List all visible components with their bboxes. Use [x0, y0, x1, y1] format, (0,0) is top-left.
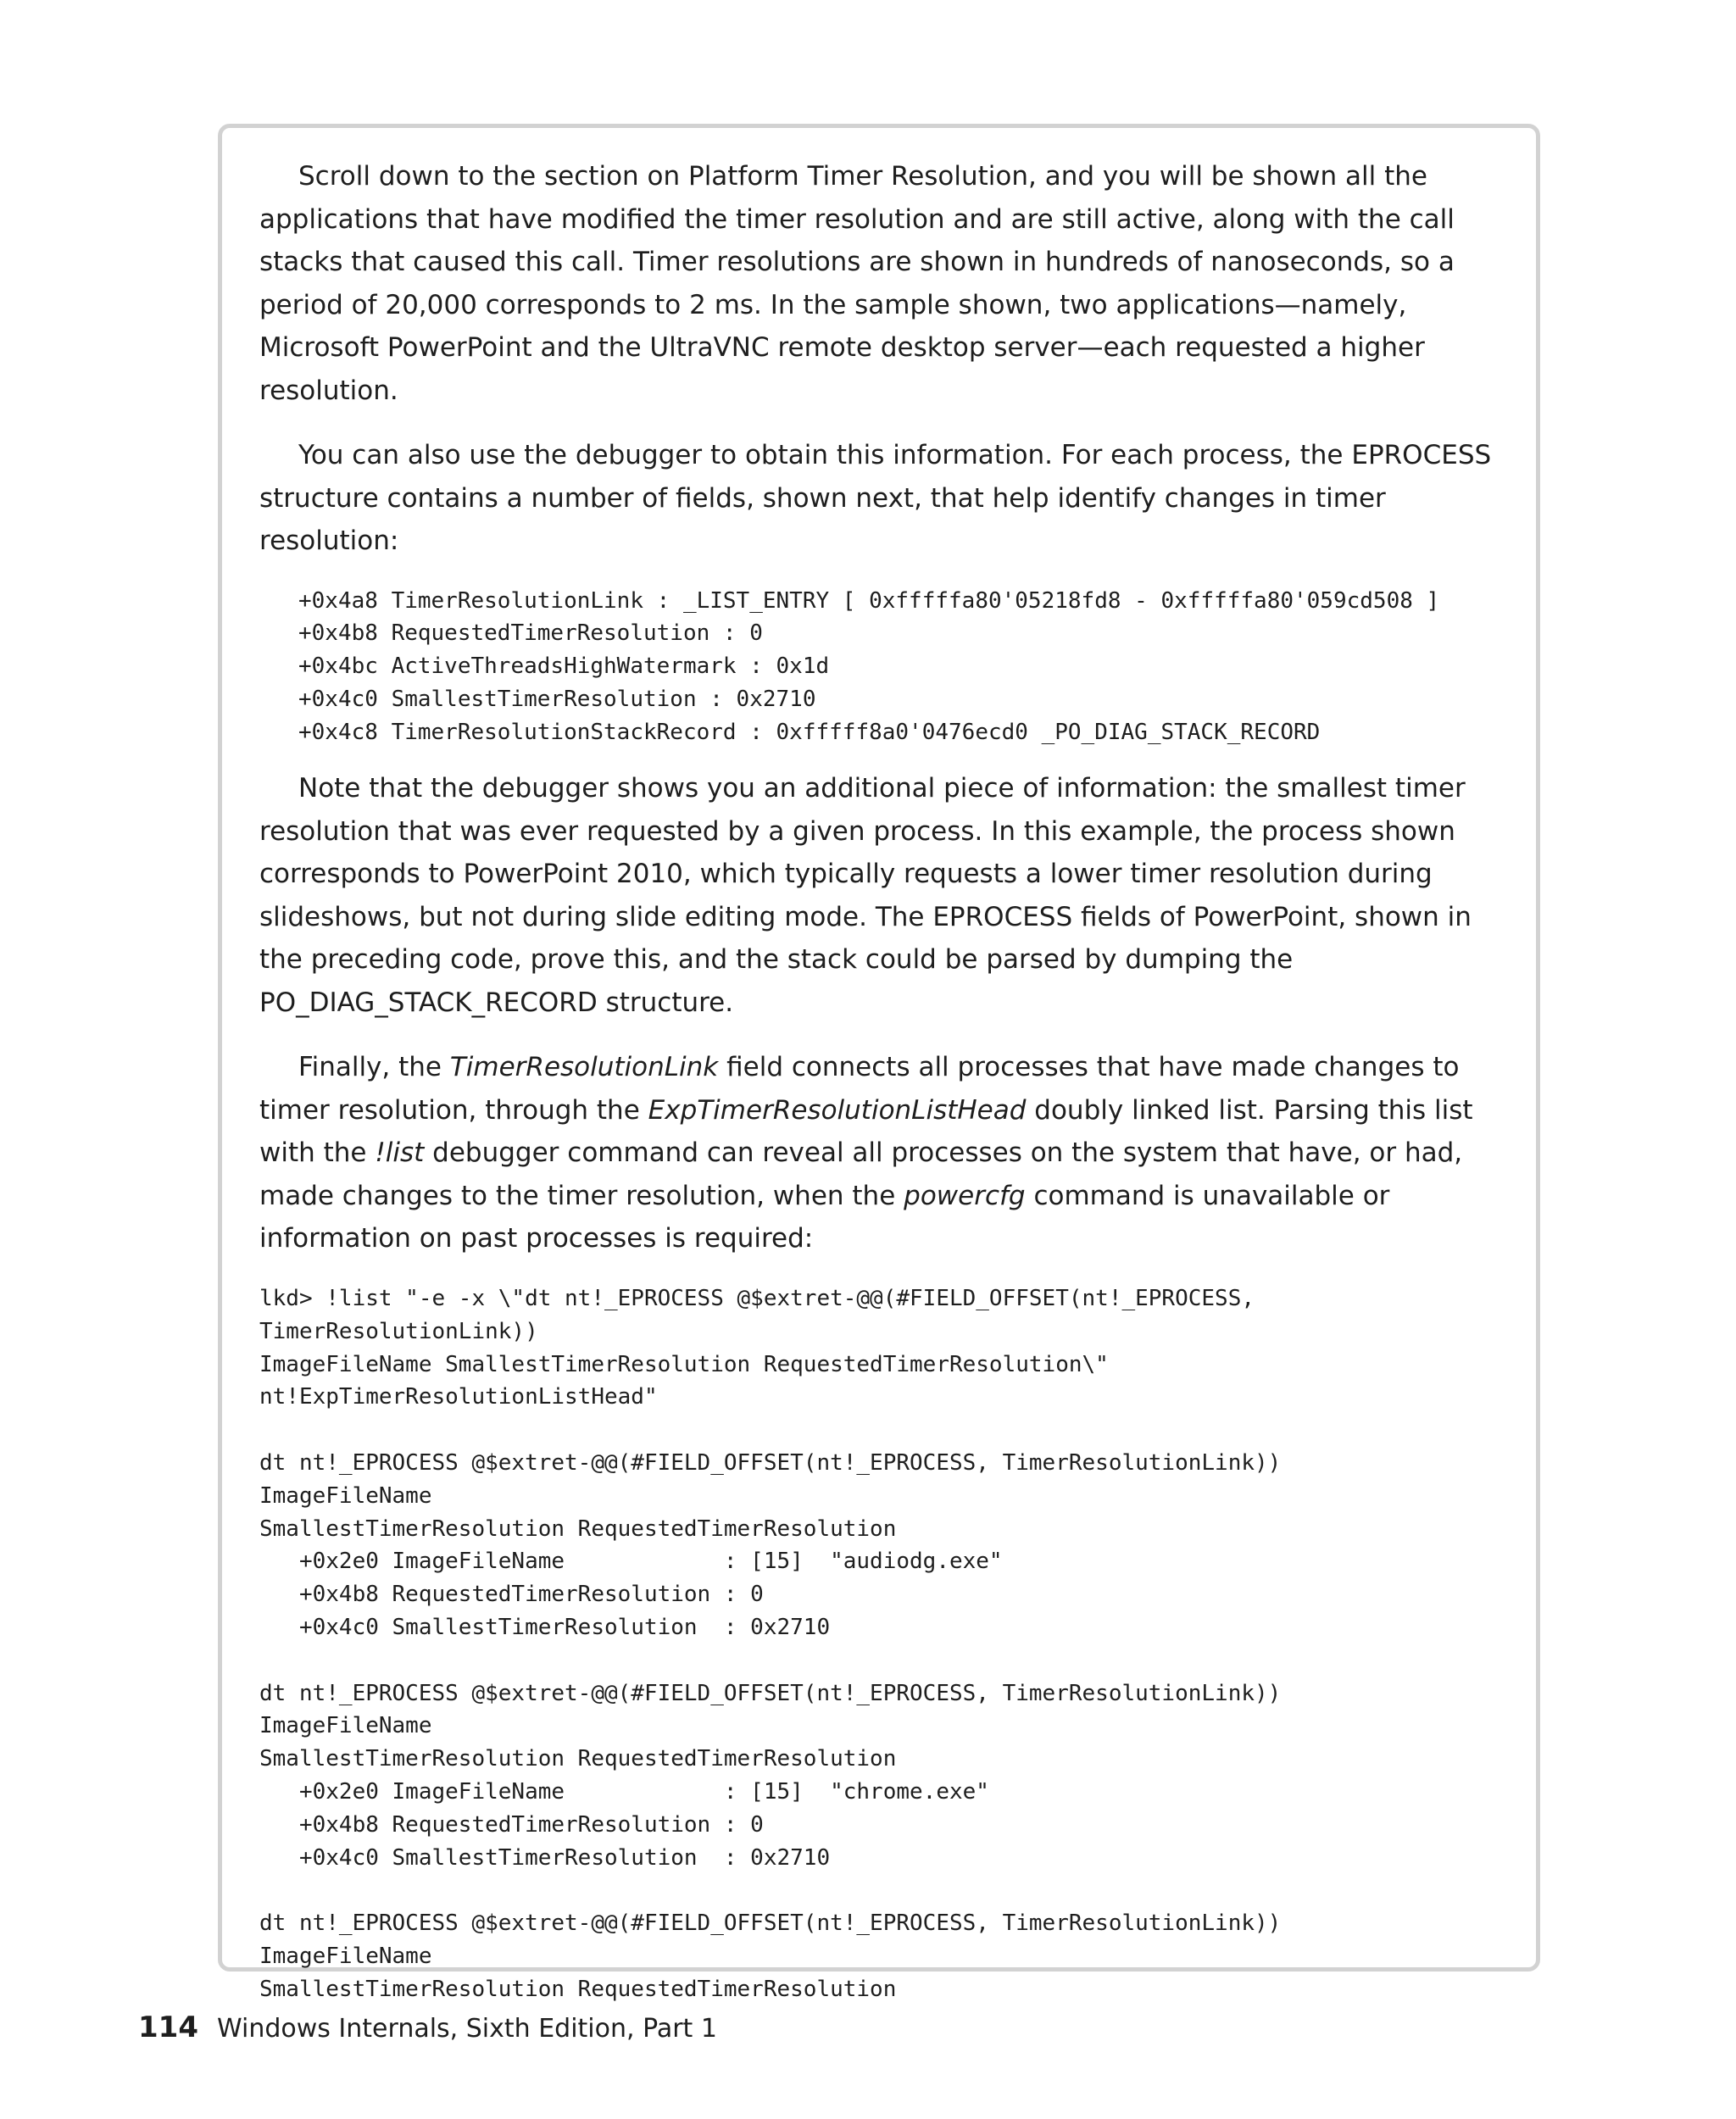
code-list-command-output: lkd> !list "-e -x \"dt nt!_EPROCESS @$extret-@@(#FIELD_OFFSET(nt!_EPROCESS, TimerResolutionLink)) ImageFileName SmallestTimerResolution RequestedTimerResolution\" nt!ExpTimerResolutionListHead" dt nt!_EPROCESS @$extret-@@(#FIELD_OFFSET(nt!_EPROCESS, TimerResolutionLink)) ImageFileName SmallestTimerResolution RequestedTimerResolution +0x2e0 ImageFileName : [15] "audiodg.exe" +0x4b8 RequestedTimerResolution : 0 +0x4c0 SmallestTimerResolution : 0x2710 dt nt!_EPROCESS @$extret-@@(#FIELD_OFFSET(nt!_EPROCESS, TimerResolutionLink)) ImageFileName SmallestTimerResolution RequestedTimerResolution +0x2e0 ImageFileName : [15] "chrome.exe" +0x4b8 RequestedTimerResolution : 0 +0x4c0 SmallestTimerResolution : 0x2710 dt nt!_EPROCESS @$extret-@@(#FIELD_OFFSET(nt!_EPROCESS, TimerResolutionLink)) ImageFileName SmallestTimerResolution RequestedTimerResolution — [259, 1285, 1282, 2002]
paragraph-platform-timer: Scroll down to the section on Platform Timer Resolution, and you will be shown all the applications that have modified the timer resolution and are still active, along with the call stacks that caused this call. Timer resolutions are shown in hundreds of nanoseconds, so a period of 20,000 corresponds to 2 ms. In the sample shown, two applications—namely, Microsoft PowerPoint and the UltraVNC remote desktop server—each requested a higher resolution. — [259, 161, 1455, 406]
page-footer — [138, 2011, 717, 2053]
paragraph-smallest-timer: Note that the debugger shows you an additional piece of information: the smallest timer resolution that was ever requested by a given process. In this example, the process shown corresponds to PowerPoint 2010, which typically requests a lower timer resolution during slideshows, but not during slide editing mode. The EPROCESS fields of PowerPoint, shown in the preceding code, prove this, and the stack could be parsed by dumping the PO_DIAG_STACK_RECORD structure. — [259, 773, 1472, 1018]
text-run: command is unavailable or information on past processes is required: — [259, 1180, 1390, 1254]
book-title: Windows Internals, Sixth Edition, Part 1 — [216, 2014, 717, 2044]
paragraph-debugger-intro: You can also use the debugger to obtain this information. For each process, the EPROCESS structure contains a number of fields, shown next, that help identify changes in timer resolution: — [259, 440, 1492, 556]
experiment-sidebar-box — [218, 124, 1540, 2002]
text-run: debugger command can reveal all processes on the system that have, or had, made changes to the timer resolution, when the — [259, 1137, 1463, 1211]
italic-term-exptimerresolutionlisthead: ExpTimerResolutionListHead — [648, 1094, 1027, 1126]
text-run: field connects all processes that have made changes to timer resolution, through the — [259, 1052, 1460, 1126]
text-run: doubly linked list. Parsing this list with the — [259, 1094, 1473, 1169]
italic-term-timerresolutionlink: TimerResolutionLink — [449, 1052, 719, 1083]
text-run: Finally, the — [298, 1052, 450, 1083]
paragraph-timer-resolution-link — [259, 1046, 1499, 1260]
code-eprocess-fields: +0x4a8 TimerResolutionLink : _LIST_ENTRY [ 0xfffffa80'05218fd8 - 0xfffffa80'059cd508 ] +0x4b8 RequestedTimerResolution : 0 +0x4bc ActiveThreadsHighWatermark : 0x1d +0x4c0 SmallestTimerResolution : 0x2710 +0x4c8 TimerResolutionStackRecord : 0xfffff8a0'0476ecd0 _PO_DIAG_STACK_RECORD — [298, 587, 1440, 745]
italic-term-powercfg: powercfg — [904, 1180, 1026, 1211]
page-number: 114 — [138, 2011, 198, 2044]
italic-term-list-command: !list — [375, 1137, 425, 1169]
